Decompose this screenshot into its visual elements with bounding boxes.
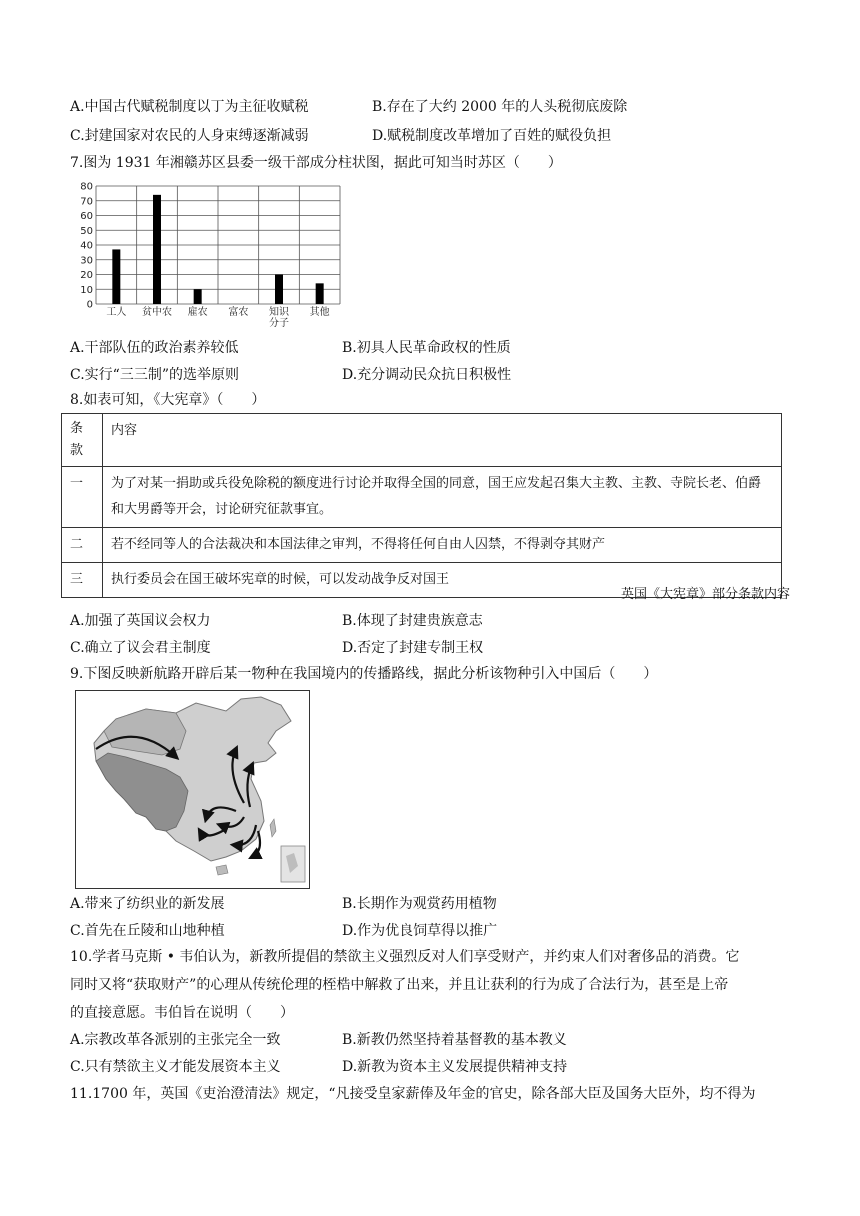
q10-stem-line-2: 同时又将“获取财产”的心理从传统伦理的桎梏中解救了出来，并且让获利的行为成了合法行为，甚至是上帝 (70, 977, 729, 993)
x-tick-label: 其他 (309, 307, 330, 318)
table-row (62, 528, 782, 563)
q7-option-c: C.实行“三三制”的选举原则 (70, 367, 239, 383)
x-tick-label: 雇农 (187, 307, 208, 318)
q9-option-b: B.长期作为观赏药用植物 (342, 896, 497, 912)
q9-option-d: D.作为优良饲草得以推广 (342, 923, 498, 939)
y-tick-label: 50 (80, 225, 93, 237)
q10-option-a: A.宗教改革各派别的主张完全一致 (70, 1032, 281, 1048)
y-tick-label: 30 (80, 255, 93, 267)
table-cell-content: 若不经同等人的合法裁决和本国法律之审判，不得将任何自由人囚禁，不得剥夺其财产 (103, 528, 782, 563)
x-tick-label: 知识 (269, 307, 289, 318)
q6-option-d: D.赋税制度改革增加了百姓的赋役负担 (372, 128, 612, 144)
y-tick-label: 10 (80, 284, 93, 296)
q10-option-c: C.只有禁欲主义才能发展资本主义 (70, 1059, 281, 1075)
x-tick-label: 工人 (106, 307, 127, 318)
china-spread-route-map (75, 690, 310, 889)
q6-option-b: B.存在了大约 2000 年的人头税彻底废除 (372, 99, 628, 115)
table-header-row (62, 414, 782, 467)
q6-option-c: C.封建国家对农民的人身束缚逐渐减弱 (70, 128, 309, 144)
q7-option-a: A.干部队伍的政治素养较低 (70, 340, 239, 356)
q9-option-c: C.首先在丘陵和山地种植 (70, 923, 225, 939)
bar (194, 289, 202, 304)
q8-option-a: A.加强了英国议会权力 (70, 613, 211, 629)
cadre-composition-bar-chart (70, 178, 350, 328)
q11-stem: 11.1700 年，英国《吏治澄清法》规定，“凡接受皇家薪俸及年金的官史，除各部大臣及国务大臣外，均不得为 (70, 1086, 756, 1102)
x-tick-label: 富农 (228, 307, 249, 318)
bar (275, 275, 283, 305)
bar (316, 283, 324, 304)
xinjiang-region (104, 709, 186, 755)
table-row (62, 467, 782, 528)
bar (112, 249, 120, 304)
hainan-island (216, 865, 228, 875)
table-header-content: 内容 (103, 414, 782, 467)
table-cell-content: 为了对某一捐助或兵役免除税的额度进行讨论并取得全国的同意，国王应发起召集大主教、主教、寺院长老、伯爵和大男爵等开会，讨论研究征款事宜。 (103, 467, 782, 528)
q8-option-b: B.体现了封建贵族意志 (342, 613, 483, 629)
y-tick-label: 40 (80, 240, 93, 252)
q7-option-b: B.初具人民革命政权的性质 (342, 340, 511, 356)
y-tick-label: 0 (86, 299, 93, 311)
y-tick-label: 60 (80, 211, 93, 222)
q9-stem: 9.下图反映新航路开辟后某一物种在我国境内的传播路线，据此分析该物种引入中国后（ ） (70, 666, 658, 682)
magna-carta-table (61, 413, 782, 598)
q6-option-a: A.中国古代赋税制度以丁为主征收赋税 (70, 99, 309, 115)
q9-option-a: A.带来了纺织业的新发展 (70, 896, 225, 912)
table-header-clause: 条 款 (62, 414, 103, 467)
table-cell-clause: 一 (62, 467, 103, 528)
table-cell-clause: 三 (62, 563, 103, 598)
q10-option-d: D.新教为资本主义发展提供精神支持 (342, 1059, 568, 1075)
q10-stem-line-1: 10.学者马克斯 • 韦伯认为，新教所提倡的禁欲主义强烈反对人们享受财产，并约束人们对奢侈品的消费。它 (70, 949, 740, 965)
x-tick-label: 分子 (269, 318, 289, 328)
table-cell-content: 执行委员会在国王破坏宪章的时候，可以发动战争反对国王 (103, 563, 782, 598)
q8-option-c: C.确立了议会君主制度 (70, 640, 211, 656)
q7-option-d: D.充分调动民众抗日积极性 (342, 367, 512, 383)
q10-option-b: B.新教仍然坚持着基督教的基本教义 (342, 1032, 567, 1048)
q8-option-d: D.否定了封建专制王权 (342, 640, 484, 656)
q7-stem: 7.图为 1931 年湘赣苏区县委一级干部成分柱状图，据此可知当时苏区（ ） (70, 155, 562, 171)
table-caption: 英国《大宪章》部分条款内容 (620, 587, 790, 602)
q8-stem: 8.如表可知，《大宪章》（ ） (70, 392, 266, 408)
taiwan-island (270, 819, 276, 837)
q10-stem-line-3: 的直接意愿。韦伯旨在说明（ ） (70, 1005, 294, 1021)
bar (153, 195, 161, 304)
x-tick-label: 贫中农 (142, 307, 172, 318)
y-tick-label: 80 (80, 181, 93, 193)
y-tick-label: 20 (80, 270, 93, 281)
y-tick-label: 70 (80, 196, 93, 208)
table-cell-clause: 二 (62, 528, 103, 563)
